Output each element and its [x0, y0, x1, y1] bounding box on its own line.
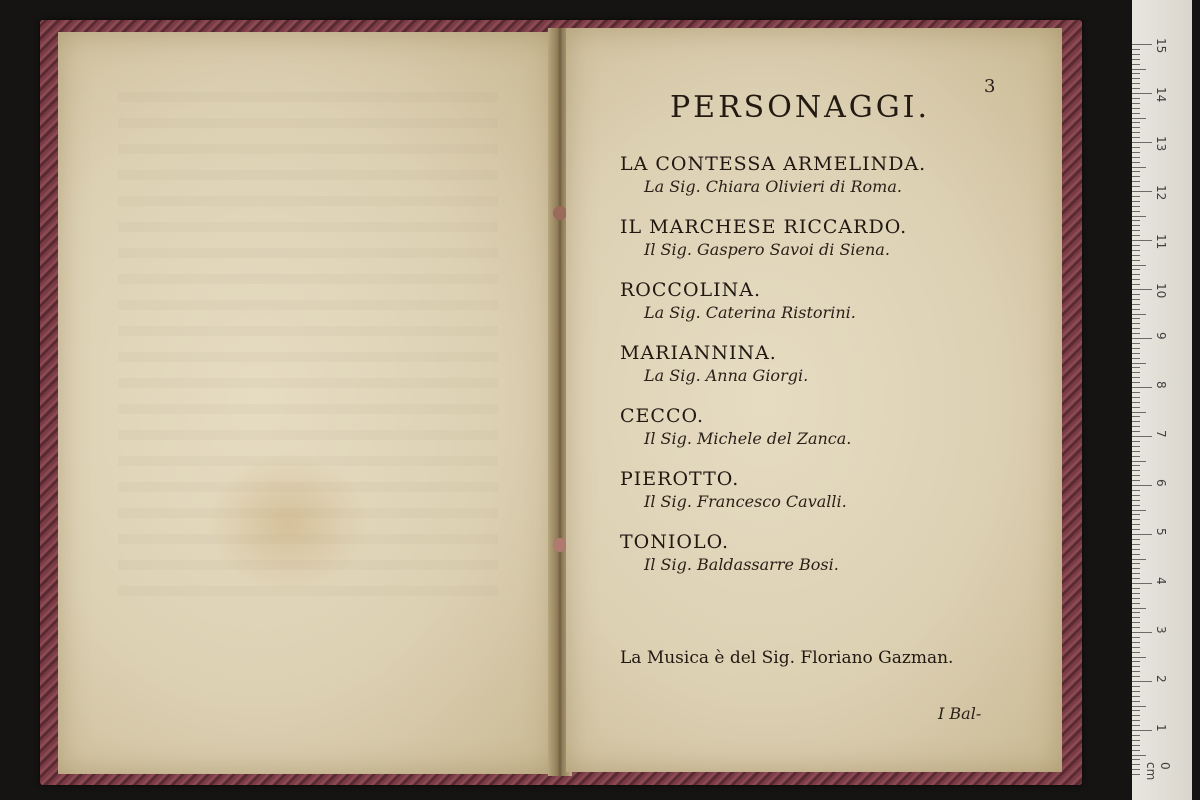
- actor-name: La Sig. Anna Giorgi.: [644, 366, 809, 385]
- ruler-tick: [1132, 171, 1140, 172]
- ruler-tick: [1132, 725, 1140, 726]
- ruler-tick: [1132, 407, 1140, 408]
- ruler-tick: [1132, 470, 1140, 471]
- ruler-tick: [1132, 83, 1140, 84]
- cast-entry: [620, 152, 1050, 198]
- ruler-tick: [1132, 284, 1140, 285]
- ruler-tick: [1132, 314, 1146, 315]
- ruler-tick: [1132, 54, 1140, 55]
- ruler-tick: [1132, 318, 1140, 319]
- ruler-tick: [1132, 505, 1140, 506]
- ruler-tick: [1132, 108, 1140, 109]
- ruler-tick: [1132, 245, 1140, 246]
- role-name: MARIANNINA.: [620, 342, 777, 364]
- ruler-tick: [1132, 598, 1140, 599]
- ruler-tick: [1132, 652, 1140, 653]
- ruler-tick: [1132, 603, 1140, 604]
- cast-entry: [620, 215, 1050, 261]
- ruler-tick: [1132, 176, 1140, 177]
- cast-entry: [620, 278, 1050, 324]
- ruler-tick: [1132, 735, 1140, 736]
- ruler-tick: [1132, 710, 1140, 711]
- binding-thread: [553, 538, 567, 552]
- cast-list: [620, 152, 1050, 593]
- ruler-tick: [1132, 211, 1140, 212]
- ruler-tick: [1132, 559, 1146, 560]
- ruler-tick: [1132, 676, 1140, 677]
- ruler-number: 1: [1154, 724, 1168, 732]
- ruler-tick: [1132, 519, 1140, 520]
- ruler-tick: [1132, 627, 1140, 628]
- ruler-number: 8: [1154, 381, 1168, 389]
- ruler-tick: [1132, 73, 1140, 74]
- ruler-tick: [1132, 759, 1140, 760]
- actor-name: Il Sig. Baldassarre Bosi.: [644, 555, 839, 574]
- ruler-tick: [1132, 132, 1140, 133]
- ruler-tick: [1132, 593, 1140, 594]
- ruler-tick: [1132, 549, 1140, 550]
- ruler-tick: [1132, 490, 1140, 491]
- ruler-tick: [1132, 147, 1140, 148]
- ruler-tick: [1132, 250, 1140, 251]
- ruler-tick: [1132, 451, 1140, 452]
- ruler-number: 7: [1154, 430, 1168, 438]
- ruler-tick: [1132, 666, 1140, 667]
- ruler-tick: [1132, 333, 1140, 334]
- ruler-tick: [1132, 216, 1146, 217]
- ruler-tick: [1132, 578, 1140, 579]
- ruler-tick: [1132, 59, 1140, 60]
- binding-thread: [553, 206, 567, 220]
- ruler-tick: [1132, 510, 1146, 511]
- ruler-tick: [1132, 64, 1140, 65]
- ruler-tick: [1132, 113, 1140, 114]
- ruler-tick: [1132, 206, 1140, 207]
- ruler-tick: [1132, 456, 1140, 457]
- ruler-number: 2: [1154, 675, 1168, 683]
- actor-name: La Sig. Caterina Ristorini.: [644, 303, 856, 322]
- ruler-tick: [1132, 524, 1140, 525]
- ruler-tick: [1132, 647, 1140, 648]
- ruler-tick: [1132, 343, 1140, 344]
- ruler-tick: [1132, 514, 1140, 515]
- ruler-tick: [1132, 612, 1140, 613]
- actor-name: La Sig. Chiara Olivieri di Roma.: [644, 177, 902, 196]
- ruler-tick: [1132, 372, 1140, 373]
- role-name: LA CONTESSA ARMELINDA.: [620, 153, 927, 175]
- ruler-tick: [1132, 706, 1146, 707]
- ruler-tick: [1132, 416, 1140, 417]
- role-name: CECCO.: [620, 405, 704, 427]
- cast-entry: [620, 467, 1050, 513]
- ruler-tick: [1132, 191, 1152, 192]
- page-title: PERSONAGGI.: [670, 90, 931, 125]
- left-page: [58, 32, 556, 774]
- ruler-tick: [1132, 632, 1152, 633]
- ruler-number: 4: [1154, 577, 1168, 585]
- ruler-tick: [1132, 367, 1140, 368]
- ruler-tick: [1132, 461, 1146, 462]
- ruler-tick: [1132, 720, 1140, 721]
- ruler-number: 11: [1154, 234, 1168, 250]
- ruler-tick: [1132, 265, 1146, 266]
- ruler-tick: [1132, 98, 1140, 99]
- ruler-tick: [1132, 774, 1140, 775]
- ruler-tick: [1132, 681, 1152, 682]
- ruler-tick: [1132, 363, 1146, 364]
- ruler-number: 14: [1154, 87, 1168, 103]
- ruler-tick: [1132, 377, 1140, 378]
- ruler-number: 6: [1154, 479, 1168, 487]
- ruler-number: 15: [1154, 38, 1168, 54]
- ruler-tick: [1132, 118, 1146, 119]
- ruler-tick: [1132, 103, 1140, 104]
- role-name: IL MARCHESE RICCARDO.: [620, 216, 908, 238]
- ruler-tick: [1132, 142, 1152, 143]
- ruler-tick: [1132, 181, 1140, 182]
- ruler-tick: [1132, 44, 1152, 45]
- ruler-tick: [1132, 88, 1140, 89]
- ruler-tick: [1132, 573, 1140, 574]
- ruler-tick: [1132, 671, 1140, 672]
- ruler-tick: [1132, 387, 1152, 388]
- ruler-tick: [1132, 157, 1140, 158]
- ruler-tick: [1132, 358, 1140, 359]
- ruler-tick: [1132, 402, 1140, 403]
- ruler-number: 10: [1154, 283, 1168, 299]
- ruler-tick: [1132, 230, 1140, 231]
- ruler-tick: [1132, 730, 1152, 731]
- ruler-tick: [1132, 622, 1140, 623]
- ruler-tick: [1132, 186, 1140, 187]
- ruler-tick: [1132, 769, 1140, 770]
- ruler-tick: [1132, 309, 1140, 310]
- ruler-number: 3: [1154, 626, 1168, 634]
- ruler-tick: [1132, 323, 1140, 324]
- ruler-tick: [1132, 294, 1140, 295]
- actor-name: Il Sig. Francesco Cavalli.: [644, 492, 847, 511]
- ruler-tick: [1132, 299, 1140, 300]
- ruler-tick: [1132, 392, 1140, 393]
- ruler-tick: [1132, 657, 1146, 658]
- paper-stain: [208, 452, 368, 592]
- ruler-tick: [1132, 617, 1140, 618]
- page-number: 3: [984, 76, 996, 97]
- music-credit: La Musica è del Sig. Floriano Gazman.: [620, 648, 954, 668]
- ruler-tick: [1132, 255, 1140, 256]
- ruler-tick: [1132, 529, 1140, 530]
- ruler-tick: [1132, 696, 1140, 697]
- ruler-tick: [1132, 701, 1140, 702]
- ruler-tick: [1132, 348, 1140, 349]
- ruler-tick: [1132, 661, 1140, 662]
- ruler-tick: [1132, 240, 1152, 241]
- ruler-tick: [1132, 235, 1140, 236]
- ruler-tick: [1132, 274, 1140, 275]
- actor-name: Il Sig. Gaspero Savoi di Siena.: [644, 240, 890, 259]
- ruler-tick: [1132, 152, 1140, 153]
- ruler-tick: [1132, 441, 1140, 442]
- ruler-number: 5: [1154, 528, 1168, 536]
- ruler-number: 9: [1154, 332, 1168, 340]
- catchword: I Bal-: [938, 704, 982, 723]
- ruler-tick: [1132, 745, 1140, 746]
- ruler-tick: [1132, 495, 1140, 496]
- ruler-tick: [1132, 764, 1140, 765]
- role-name: PIEROTTO.: [620, 468, 740, 490]
- ruler-tick: [1132, 755, 1146, 756]
- ruler-tick: [1132, 554, 1140, 555]
- ruler-tick: [1132, 637, 1140, 638]
- ruler-unit-label: 0 cm: [1144, 762, 1172, 781]
- ruler-tick: [1132, 642, 1140, 643]
- ruler-tick: [1132, 568, 1140, 569]
- ruler-tick: [1132, 225, 1140, 226]
- ruler-tick: [1132, 446, 1140, 447]
- ruler-tick: [1132, 127, 1140, 128]
- ruler-tick: [1132, 93, 1152, 94]
- ruler-tick: [1132, 49, 1140, 50]
- ruler-tick: [1132, 78, 1140, 79]
- ruler-tick: [1132, 436, 1152, 437]
- ruler-tick: [1132, 740, 1140, 741]
- cast-entry: [620, 530, 1050, 576]
- ruler-tick: [1132, 382, 1140, 383]
- ruler-tick: [1132, 691, 1140, 692]
- ruler-number: 12: [1154, 185, 1168, 201]
- ruler-tick: [1132, 137, 1140, 138]
- ruler-tick: [1132, 201, 1140, 202]
- ruler-tick: [1132, 304, 1140, 305]
- ruler-tick: [1132, 686, 1140, 687]
- ruler-tick: [1132, 485, 1152, 486]
- ruler-tick: [1132, 338, 1152, 339]
- ruler-tick: [1132, 412, 1146, 413]
- ruler-tick: [1132, 269, 1140, 270]
- ruler-tick: [1132, 715, 1140, 716]
- ruler-tick: [1132, 69, 1146, 70]
- ruler-tick: [1132, 500, 1140, 501]
- ruler-tick: [1132, 397, 1140, 398]
- ruler-tick: [1132, 608, 1146, 609]
- ruler-tick: [1132, 480, 1140, 481]
- ruler-tick: [1132, 167, 1146, 168]
- ruler-tick: [1132, 750, 1140, 751]
- ruler-tick: [1132, 426, 1140, 427]
- ruler-tick: [1132, 328, 1140, 329]
- ruler-tick: [1132, 260, 1140, 261]
- ruler-tick: [1132, 220, 1140, 221]
- ruler-tick: [1132, 465, 1140, 466]
- ruler-tick: [1132, 539, 1140, 540]
- cast-entry: [620, 404, 1050, 450]
- ruler-tick: [1132, 475, 1140, 476]
- role-name: TONIOLO.: [620, 531, 730, 553]
- ruler-tick: [1132, 563, 1140, 564]
- ruler-tick: [1132, 544, 1140, 545]
- ruler-tick: [1132, 353, 1140, 354]
- ruler-tick: [1132, 279, 1140, 280]
- role-name: ROCCOLINA.: [620, 279, 762, 301]
- ruler-number: 13: [1154, 136, 1168, 152]
- cast-entry: [620, 341, 1050, 387]
- ruler-tick: [1132, 534, 1152, 535]
- ruler-tick: [1132, 162, 1140, 163]
- ruler-tick: [1132, 289, 1152, 290]
- ruler-tick: [1132, 431, 1140, 432]
- ruler-tick: [1132, 583, 1152, 584]
- ruler-tick: [1132, 421, 1140, 422]
- actor-name: Il Sig. Michele del Zanca.: [644, 429, 852, 448]
- measurement-ruler: [1132, 0, 1192, 800]
- ruler-tick: [1132, 122, 1140, 123]
- ruler-tick: [1132, 196, 1140, 197]
- right-page: [566, 28, 1062, 772]
- ruler-tick: [1132, 588, 1140, 589]
